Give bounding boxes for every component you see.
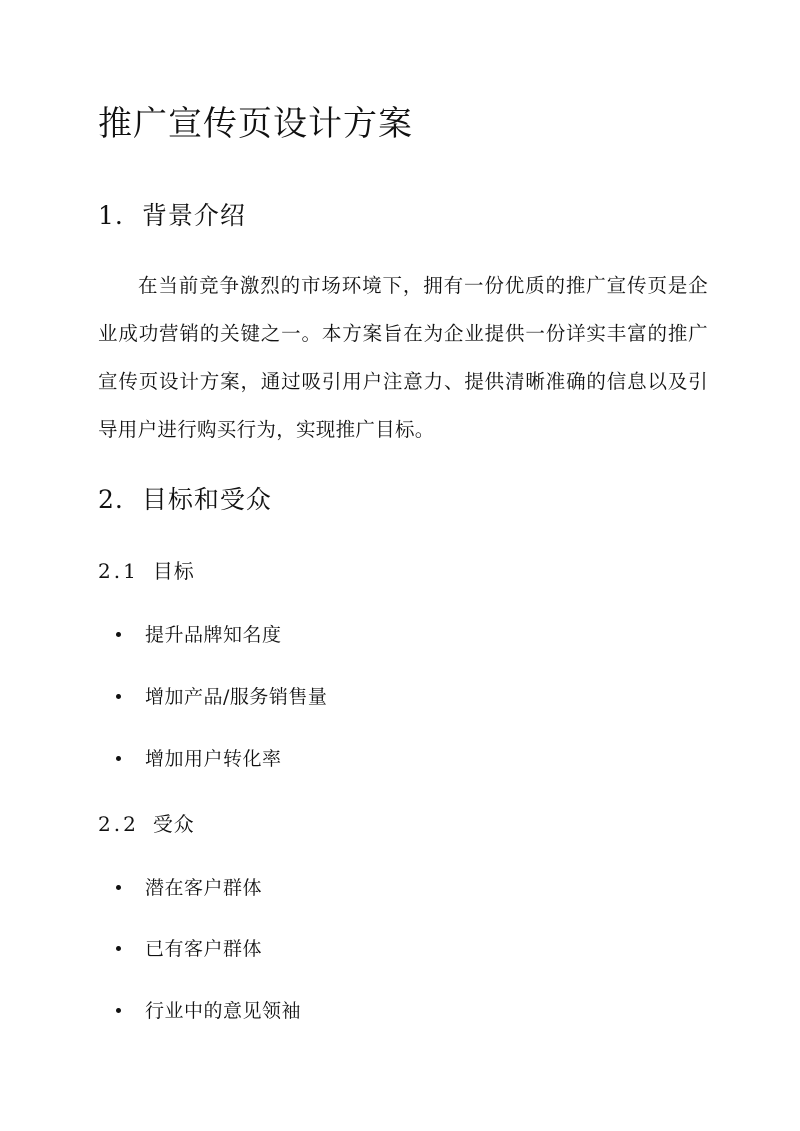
list-item xyxy=(116,934,262,961)
list-item-text: 潜在客户群体 xyxy=(145,877,263,899)
list-item-text: 增加产品/服务销售量 xyxy=(145,686,328,708)
section-number: 2. xyxy=(98,485,124,514)
subsection-number: 2.1 xyxy=(98,559,139,583)
list-item xyxy=(116,744,282,771)
section-title: 目标和受众 xyxy=(141,485,272,514)
bullet-icon xyxy=(116,1008,121,1013)
bullet-icon xyxy=(116,885,121,890)
list-item xyxy=(116,620,282,647)
list-item xyxy=(116,873,262,900)
subsection-heading-audience xyxy=(98,808,195,837)
bullet-icon xyxy=(116,756,121,761)
list-item-text: 提升品牌知名度 xyxy=(145,624,282,646)
background-paragraph: 在当前竞争激烈的市场环境下，拥有一份优质的推广宣传页是企业成功营销的关键之一。本方案旨在为企业提供一份详实丰富的推广宣传页设计方案，通过吸引用户注意力、提供清晰准确的信息以及引导用户进行购买行为，实现推广目标。 xyxy=(98,274,708,441)
list-item xyxy=(116,996,301,1023)
bullet-icon xyxy=(116,632,121,637)
section-title: 背景介绍 xyxy=(141,201,246,230)
subsection-heading-goals xyxy=(98,555,195,584)
list-item-text: 增加用户转化率 xyxy=(145,748,282,770)
list-item-text: 行业中的意见领袖 xyxy=(145,1000,302,1022)
bullet-icon xyxy=(116,946,121,951)
section-heading-background xyxy=(98,196,246,232)
document-title: 推广宣传页设计方案 xyxy=(98,104,413,144)
bullet-icon xyxy=(116,694,121,699)
subsection-number: 2.2 xyxy=(98,812,139,836)
subsection-title: 目标 xyxy=(152,559,195,583)
section-heading-goals-audience xyxy=(98,480,272,516)
list-item-text: 已有客户群体 xyxy=(145,938,263,960)
subsection-title: 受众 xyxy=(152,812,195,836)
list-item xyxy=(116,682,327,709)
section-number: 1. xyxy=(98,201,124,230)
